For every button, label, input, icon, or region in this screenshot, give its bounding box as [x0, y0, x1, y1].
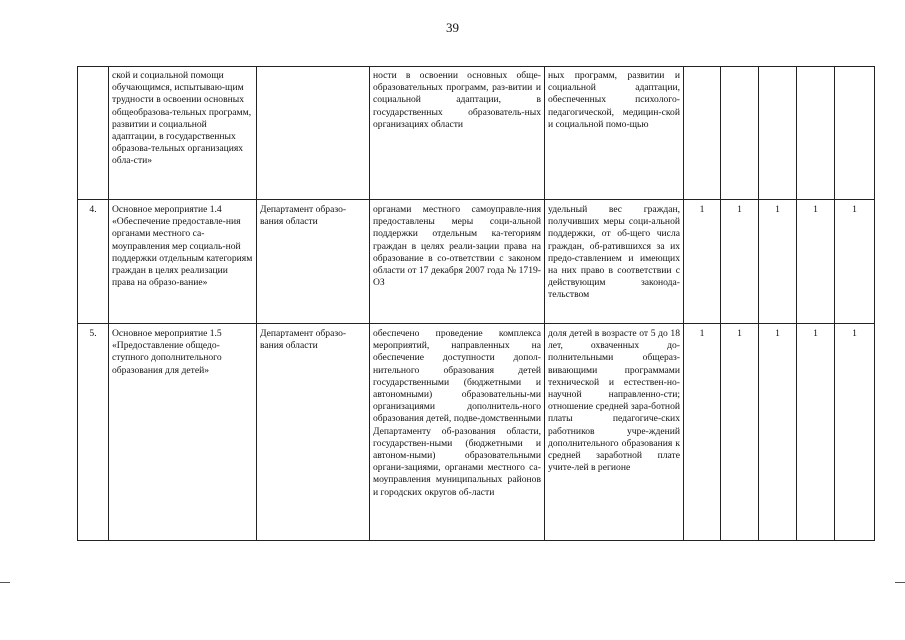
result-cell: органами местного самоуправле-ния предоставлены меры соци-альной поддержки отдельным ка-тегориям граждан в целях реали-зации права на образование в со-ответствии с законом области от 17 декабря 2007 года № 1719-ОЗ	[370, 200, 545, 324]
table-row	[78, 324, 875, 541]
indicator-value-5: 1	[835, 200, 875, 324]
executor-cell: Департамент образо-вания области	[257, 200, 370, 324]
result-cell: ности в освоении основных обще-образовательных программ, раз-витии и социальной адаптации, в государственных образователь-ных организациях области	[370, 67, 545, 200]
indicator-value-5	[835, 67, 875, 200]
indicator-value-1: 1	[684, 324, 721, 541]
indicator-cell: удельный вес граждан, получивших меры соци-альной поддержки, от об-щего числа граждан, об-ратившихся за их предо-ставлением и имеющих на них право в соответствии с действующим законода-тельством	[545, 200, 684, 324]
row-number: 4.	[78, 200, 109, 324]
indicator-value-3: 1	[759, 200, 797, 324]
executor-cell: Департамент образо-вания области	[257, 324, 370, 541]
event-cell: Основное мероприятие 1.5 «Предоставление общедо-ступного дополнительного образования для детей»	[109, 324, 257, 541]
result-cell: обеспечено проведение комплекса мероприятий, направленных на обеспечение доступности допол-нительного образования детей государственными (бюджетными и автономными) образовательны-ми организациями дополнитель-ного образования детей, подве-домственными Департаменту об-разования области, государствен-ными (бюджетными и автоном-ными) образовательными органи-зациями, органами местного са-моуправления муниципальных районов и городских округов об-ласти	[370, 324, 545, 541]
indicator-value-4	[797, 67, 835, 200]
scan-edge-mark	[895, 582, 905, 583]
indicator-value-2	[721, 67, 759, 200]
indicator-cell: ных программ, развитии и социальной адаптации, обеспеченных психолого-педагогической, медицин-ской и социальной помо-щью	[545, 67, 684, 200]
table-row	[78, 200, 875, 324]
event-cell: ской и социальной помощи обучающимся, испытываю-щим трудности в освоении основных общеобразова-тельных программ, развитии и социальной адаптации, в государственных образова-тельных организациях обла-сти»	[109, 67, 257, 200]
indicator-cell: доля детей в возрасте от 5 до 18 лет, охваченных до-полнительными общераз-вивающими программами технической и естествен-но-научной направленно-сти; отношение средней зара-ботной платы педагогиче-ских работников учре-ждений дополнительного образования к средней заработной плате учите-лей в регионе	[545, 324, 684, 541]
page-number: 39	[446, 20, 459, 35]
indicator-value-3: 1	[759, 324, 797, 541]
indicator-value-5: 1	[835, 324, 875, 541]
executor-cell	[257, 67, 370, 200]
table-row	[78, 67, 875, 200]
indicator-value-2: 1	[721, 324, 759, 541]
indicator-value-2: 1	[721, 200, 759, 324]
indicator-value-1	[684, 67, 721, 200]
row-number: 5.	[78, 324, 109, 541]
scan-edge-mark	[0, 582, 10, 583]
program-events-table	[77, 66, 875, 541]
indicator-value-3	[759, 67, 797, 200]
indicator-value-4: 1	[797, 324, 835, 541]
indicator-value-4: 1	[797, 200, 835, 324]
indicator-value-1: 1	[684, 200, 721, 324]
event-cell: Основное мероприятие 1.4 «Обеспечение предоставле-ния органами местного са-моуправления мер социаль-ной поддержки отдельным категориям граждан в целях реализации права на образо-вание»	[109, 200, 257, 324]
row-number	[78, 67, 109, 200]
